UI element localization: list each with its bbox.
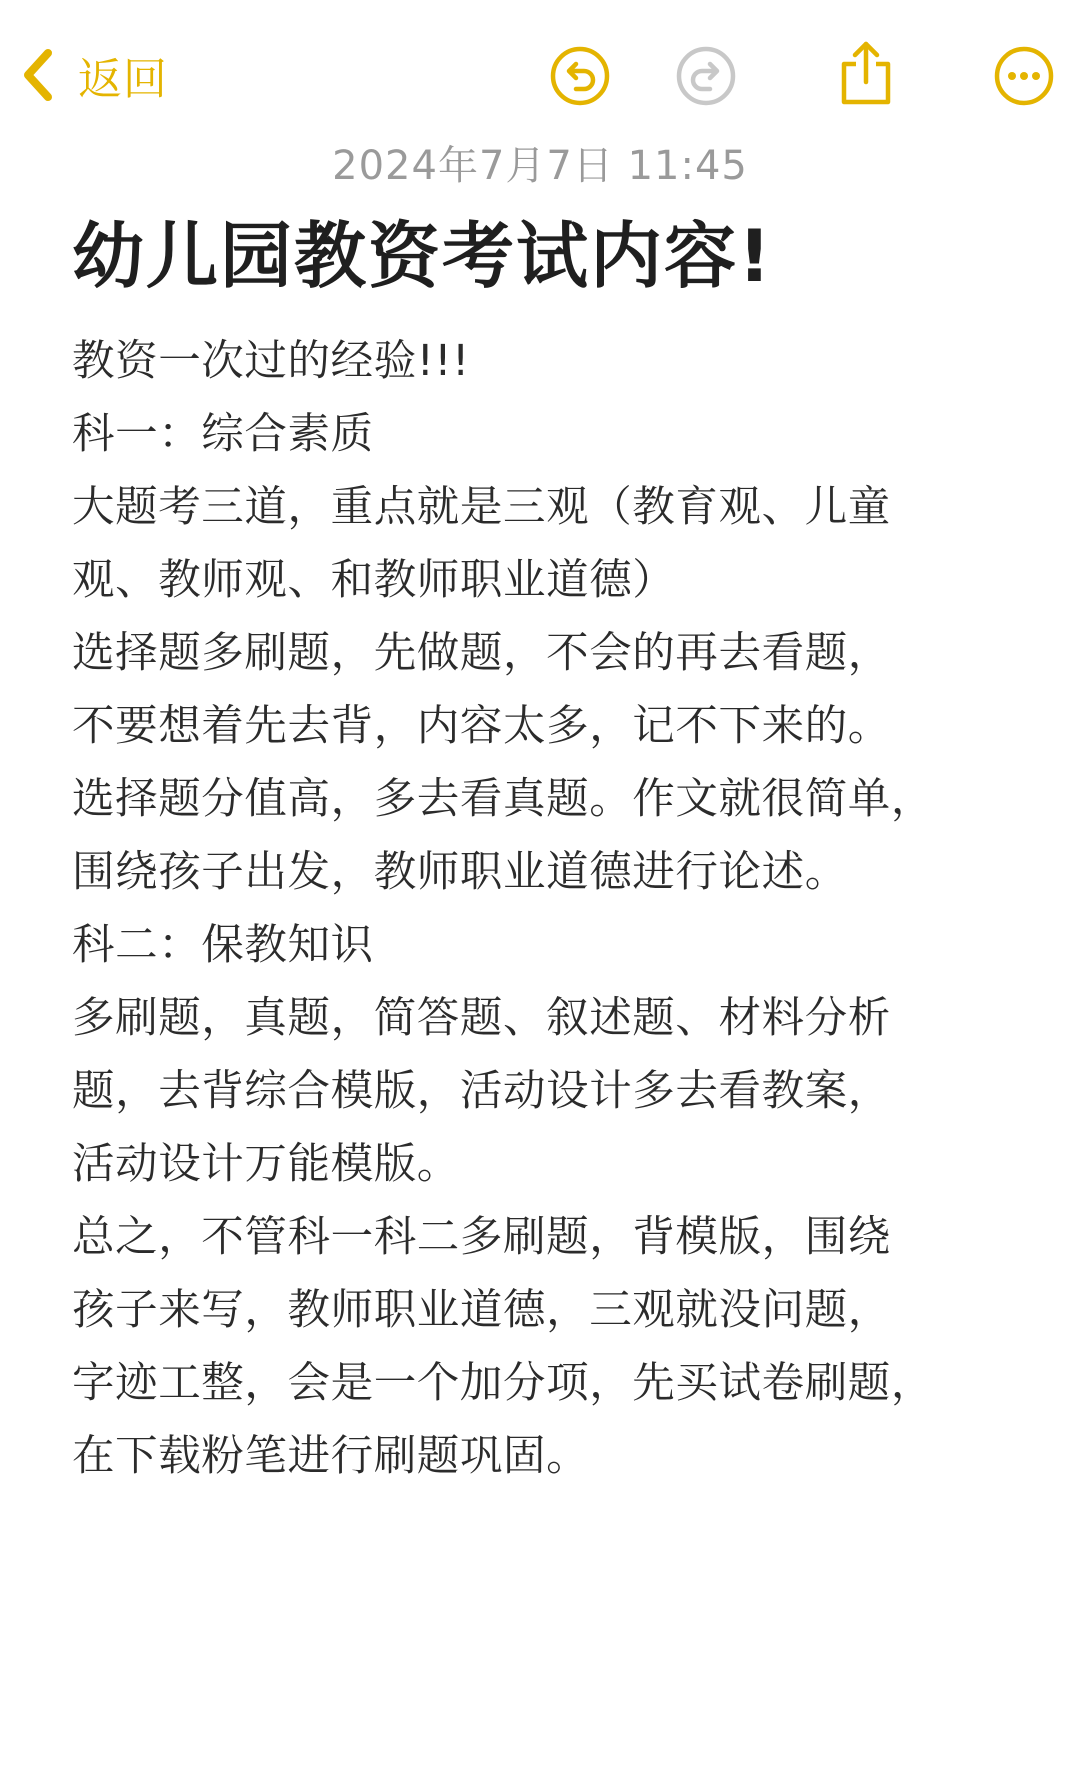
note-line: 字迹工整，会是一个加分项，先买试卷刷题， (72, 1359, 935, 1408)
back-label: 返回 (78, 54, 168, 105)
note-line: 教资一次过的经验!!! (72, 337, 470, 386)
undo-icon[interactable] (548, 44, 612, 108)
redo-icon[interactable] (674, 44, 738, 108)
note-title[interactable]: 幼儿园教资考试内容! (72, 214, 773, 298)
note-line: 科一：综合素质 (72, 410, 374, 459)
note-timestamp: 2024年7月7日 11:45 (332, 143, 748, 189)
note-line: 在下载粉笔进行刷题巩固。 (72, 1432, 590, 1481)
note-line: 孩子来写，教师职业道德，三观就没问题， (72, 1286, 891, 1335)
note-line: 选择题多刷题，先做题，不会的再去看题， (72, 629, 891, 678)
note-line: 总之，不管科一科二多刷题，背模版，围绕 (72, 1213, 891, 1262)
share-icon[interactable] (834, 38, 898, 108)
note-line: 多刷题，真题，简答题、叙述题、材料分析 (72, 994, 891, 1043)
note-line: 题，去背综合模版，活动设计多去看教案， (72, 1067, 891, 1116)
note-line: 围绕孩子出发，教师职业道德进行论述。 (72, 848, 848, 897)
more-icon[interactable] (992, 44, 1056, 108)
note-body[interactable] (72, 325, 1032, 1493)
note-line: 科二：保教知识 (72, 921, 374, 970)
note-line: 活动设计万能模版。 (72, 1140, 460, 1189)
note-line: 观、教师观、和教师职业道德） (72, 556, 676, 605)
note-line: 选择题分值高，多去看真题。作文就很简单， (72, 775, 935, 824)
back-button[interactable] (20, 40, 168, 110)
note-toolbar (0, 0, 1080, 140)
note-line: 大题考三道，重点就是三观（教育观、儿童 (72, 483, 891, 532)
chevron-left-icon (20, 47, 54, 103)
note-line: 不要想着先去背，内容太多，记不下来的。 (72, 702, 891, 751)
